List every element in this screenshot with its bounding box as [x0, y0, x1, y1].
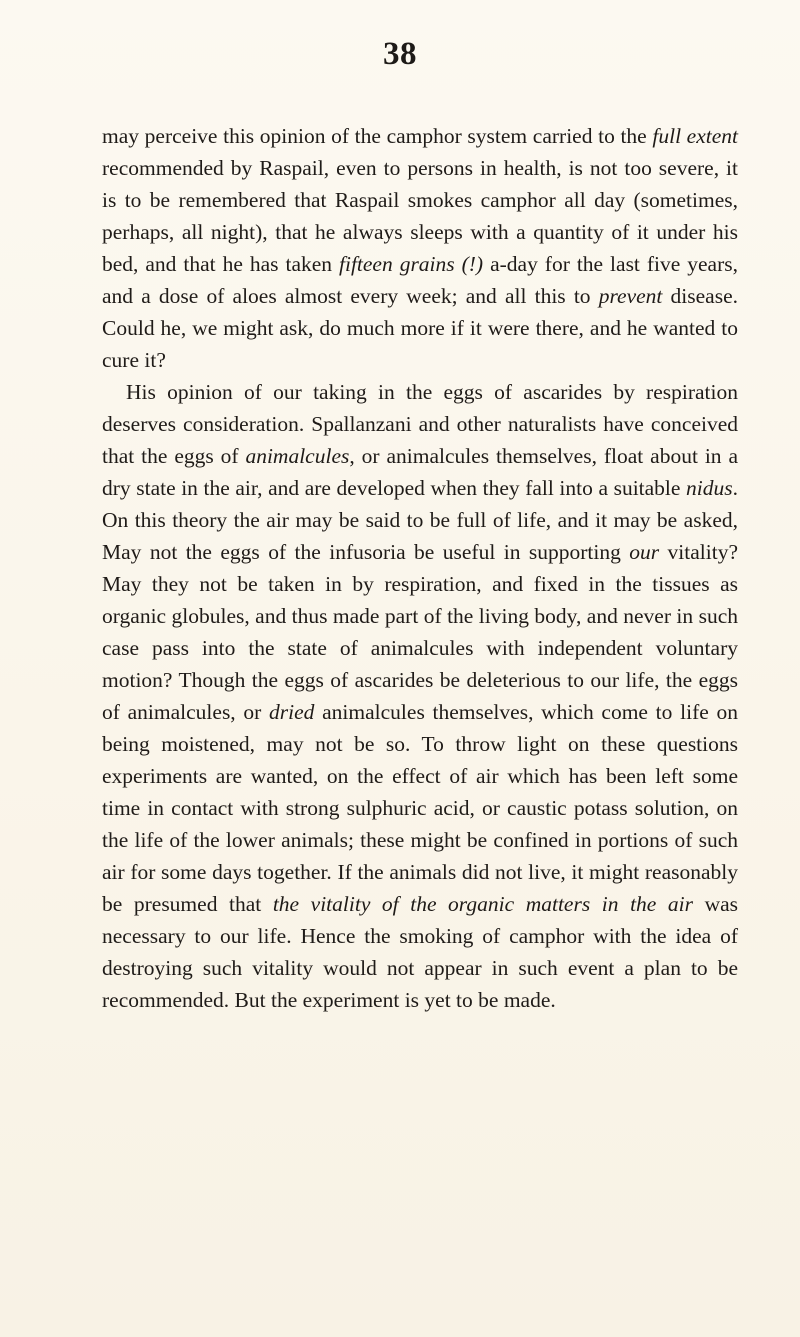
italic-run: dried: [269, 700, 315, 724]
italic-run: full extent: [652, 124, 739, 148]
body-text: [102, 120, 738, 1016]
text-run: His opinion of our taking in the eggs of ascarides by respiration deserves consideration. Spallanzani and other naturalists have conceived that the eggs of: [102, 380, 738, 468]
italic-run: our: [629, 540, 660, 564]
text-run: . On this theory the air may be said to be full of life, and it may be asked, May not the eggs of the infusoria be useful in supporting: [102, 476, 738, 564]
page-number: 38: [383, 36, 417, 72]
italic-run: nidus: [686, 476, 733, 500]
paragraph-1: [102, 120, 738, 376]
paragraph-2: [102, 376, 738, 1016]
text-run: was necessary to our life. Hence the smoking of camphor with the idea of destroying such vitality would not appear in such event a plan to be recommended. But the experiment is yet to be made.: [102, 892, 739, 1012]
italic-run: the vitality of the organic matters in the air: [272, 892, 693, 916]
text-run: disease. Could he, we might ask, do much more if it were there, and he wanted to cure it?: [102, 284, 738, 372]
italic-run: fifteen grains (!): [339, 252, 484, 276]
text-run: vitality? May they not be taken in by respiration, and fixed in the tissues as organic globules, and thus made part of the living body, and never in such case pass into the state of animalcules with independent voluntary motion? Though the eggs of ascarides be deleterious to our life, the eggs of animalcules, or: [102, 540, 738, 724]
italic-run: animalcules: [245, 444, 350, 468]
text-run: may perceive this opinion of the camphor system carried to the: [102, 124, 653, 148]
text-run: , or animalcules themselves, float about in a dry state in the air, and are developed when they fall into a suitable: [102, 444, 738, 500]
text-run: recommended by Raspail, even to persons in health, is not too severe, it is to be remembered that Raspail smokes camphor all day (sometimes, perhaps, all night), that he always sleeps with a quantity of it under his bed, and that he has taken: [102, 156, 738, 276]
text-run: animalcules themselves, which come to life on being moistened, may not be so. To throw light on these questions experiments are wanted, on the effect of air which has been left some time in contact with strong sulphuric acid, or caustic potass solution, on the life of the lower animals; these might be confined in portions of such air for some days together. If the animals did not live, it might reasonably be presumed that: [102, 700, 738, 916]
italic-run: prevent: [598, 284, 663, 308]
text-run: a-day for the last five years, and a dose of aloes almost every week; and all this to: [102, 252, 738, 308]
